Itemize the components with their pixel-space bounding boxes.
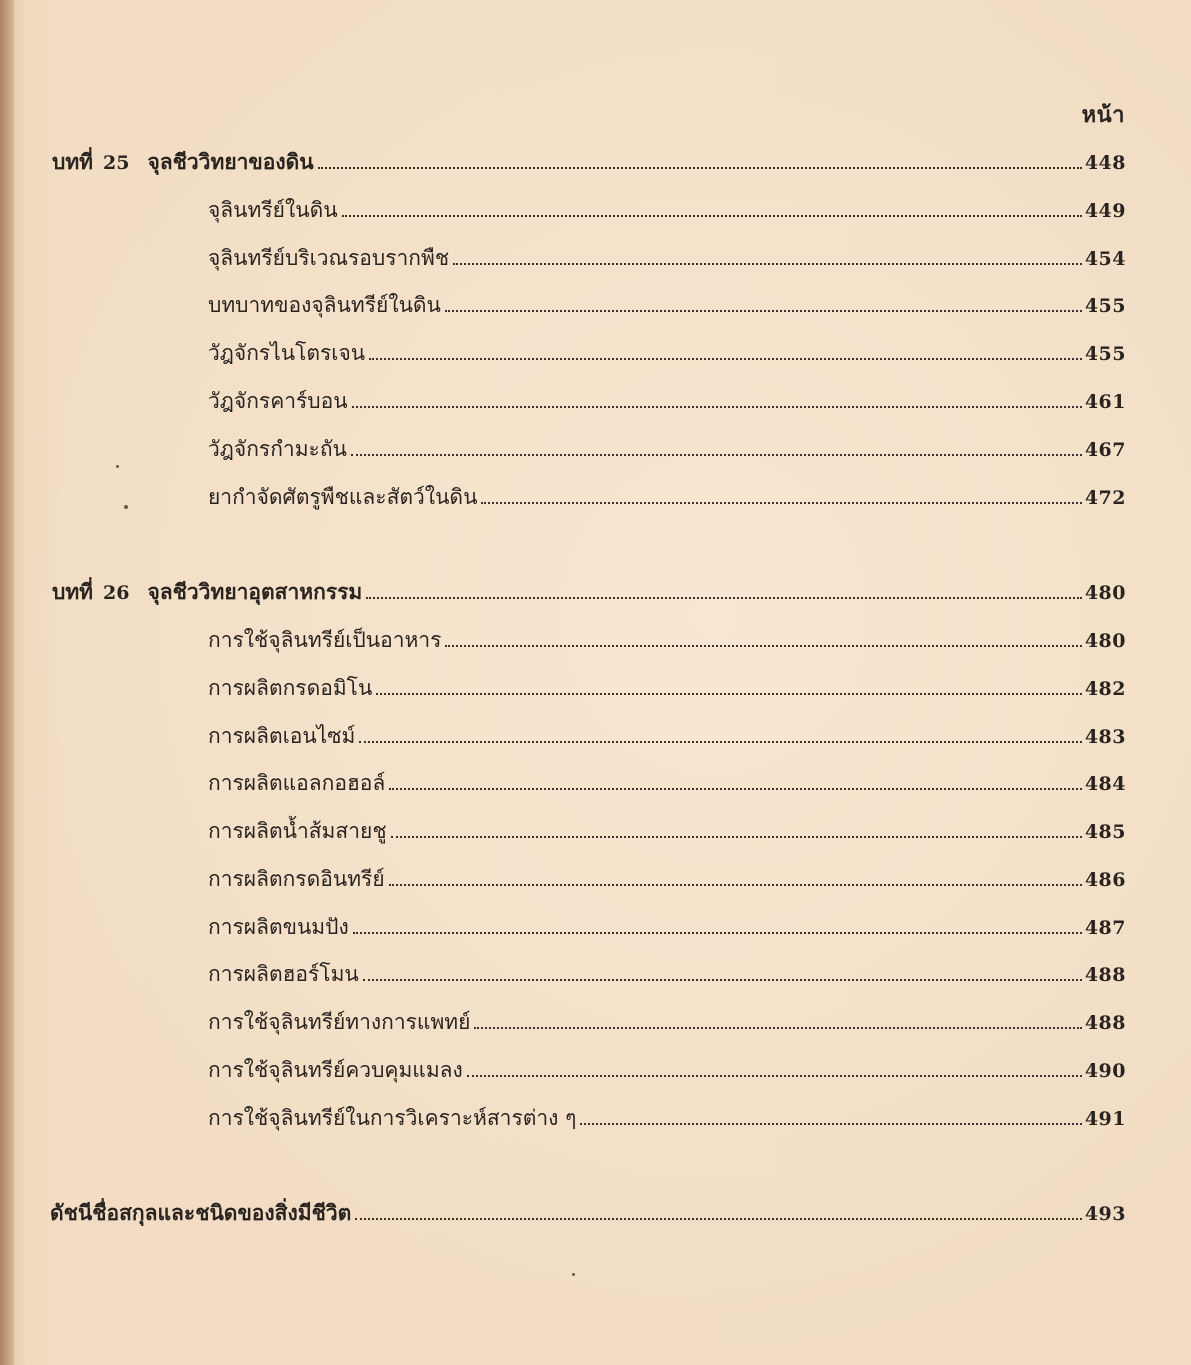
toc-entry bbox=[208, 624, 1126, 658]
entry-title: การใช้จุลินทรีย์ทางการแพทย์ bbox=[208, 1010, 471, 1034]
paper-speck bbox=[124, 505, 128, 509]
page-number: 455 bbox=[1084, 343, 1126, 365]
entry-title: การผลิตน้ำส้มสายชู bbox=[208, 819, 387, 843]
toc-entry bbox=[208, 242, 1126, 276]
dot-leader bbox=[580, 1122, 1081, 1125]
dot-leader bbox=[391, 835, 1082, 838]
page-number: 448 bbox=[1084, 152, 1126, 174]
toc-entry bbox=[208, 289, 1126, 323]
dot-leader bbox=[352, 405, 1082, 408]
entry-title: จุลินทรีย์ในดิน bbox=[208, 198, 338, 222]
book-spine-shadow bbox=[0, 0, 14, 1365]
dot-leader bbox=[445, 644, 1081, 647]
chapter-title: จุลชีววิทยาอุตสาหกรรม bbox=[147, 579, 363, 604]
dot-leader bbox=[318, 166, 1082, 169]
page-number: 491 bbox=[1084, 1108, 1126, 1130]
entry-title: การผลิตฮอร์โมน bbox=[208, 962, 359, 986]
page-number: 490 bbox=[1084, 1060, 1126, 1082]
page-number: 483 bbox=[1084, 726, 1126, 748]
page-number: 461 bbox=[1084, 391, 1126, 413]
page-number: 455 bbox=[1084, 295, 1126, 317]
toc-entry bbox=[208, 720, 1126, 754]
entry-title: การผลิตกรดอมิโน bbox=[208, 676, 373, 700]
entry-title: จุลินทรีย์บริเวณรอบรากพืช bbox=[208, 246, 450, 270]
toc-entry bbox=[208, 433, 1126, 467]
entry-title: วัฎจักรกำมะถัน bbox=[208, 437, 347, 461]
toc-entry bbox=[208, 1102, 1126, 1136]
dot-leader bbox=[481, 501, 1081, 504]
dot-leader bbox=[359, 740, 1081, 743]
dot-leader bbox=[342, 214, 1082, 217]
dot-leader bbox=[363, 978, 1082, 981]
page-number: 482 bbox=[1084, 678, 1126, 700]
toc-entry bbox=[208, 481, 1126, 515]
toc-entry bbox=[208, 815, 1126, 849]
toc-entry bbox=[208, 194, 1126, 228]
paper-speck bbox=[572, 1273, 575, 1276]
chapter-number: 25 bbox=[103, 152, 130, 174]
dot-leader bbox=[453, 262, 1082, 265]
paper-speck bbox=[116, 465, 119, 468]
page-number: 449 bbox=[1084, 200, 1126, 222]
page-number: 493 bbox=[1084, 1203, 1126, 1225]
toc-entry bbox=[208, 1006, 1126, 1040]
toc-chapter-25 bbox=[52, 146, 1126, 180]
page-number: 488 bbox=[1084, 1012, 1126, 1034]
toc-entry bbox=[208, 911, 1126, 945]
entry-title: ยากำจัดศัตรูพืชและสัตว์ในดิน bbox=[208, 485, 478, 509]
dot-leader bbox=[351, 453, 1082, 456]
toc-index-entry bbox=[50, 1197, 1126, 1231]
entry-title: การผลิตแอลกอฮอล์ bbox=[208, 771, 386, 795]
chapter-number: 26 bbox=[103, 582, 130, 604]
page-number: 480 bbox=[1084, 582, 1126, 604]
toc-entry bbox=[208, 958, 1126, 992]
page-number: 486 bbox=[1084, 869, 1126, 891]
toc-entry bbox=[208, 767, 1126, 801]
toc-chapter-26 bbox=[52, 576, 1126, 610]
dot-leader bbox=[445, 309, 1082, 312]
entry-title: การผลิตขนมปัง bbox=[208, 915, 349, 939]
chapter-prefix: บทที่ bbox=[52, 579, 94, 604]
chapter-title: จุลชีววิทยาของดิน bbox=[147, 149, 314, 174]
dot-leader bbox=[389, 787, 1082, 790]
toc-entry bbox=[208, 337, 1126, 371]
page-number: 480 bbox=[1084, 630, 1126, 652]
toc-entry bbox=[208, 863, 1126, 897]
dot-leader bbox=[389, 883, 1082, 886]
dot-leader bbox=[366, 596, 1082, 599]
entry-title: บทบาทของจุลินทรีย์ในดิน bbox=[208, 293, 441, 317]
page-number: 487 bbox=[1084, 917, 1126, 939]
dot-leader bbox=[353, 931, 1082, 934]
page-number: 484 bbox=[1084, 773, 1126, 795]
dot-leader bbox=[355, 1217, 1082, 1220]
toc-entry bbox=[208, 1054, 1126, 1088]
page-column-label: หน้า bbox=[1081, 102, 1125, 128]
entry-title: วัฎจักรไนโตรเจน bbox=[208, 341, 366, 365]
entry-title: การผลิตเอนไซม์ bbox=[208, 724, 356, 748]
entry-title: วัฎจักรคาร์บอน bbox=[208, 389, 348, 413]
page-number: 472 bbox=[1084, 487, 1126, 509]
page-number: 488 bbox=[1084, 964, 1126, 986]
index-title: ดัชนีชื่อสกุลและชนิดของสิ่งมีชีวิต bbox=[50, 1200, 352, 1225]
page-number: 485 bbox=[1084, 821, 1126, 843]
entry-title: การใช้จุลินทรีย์ในการวิเคราะห์สารต่าง ๆ bbox=[208, 1106, 577, 1130]
entry-title: การผลิตกรดอินทรีย์ bbox=[208, 867, 385, 891]
dot-leader bbox=[467, 1074, 1082, 1077]
page-number: 454 bbox=[1084, 248, 1126, 270]
chapter-prefix: บทที่ bbox=[52, 149, 94, 174]
dot-leader bbox=[376, 692, 1082, 695]
page-number: 467 bbox=[1084, 439, 1126, 461]
toc-entry bbox=[208, 385, 1126, 419]
dot-leader bbox=[369, 357, 1082, 360]
entry-title: การใช้จุลินทรีย์เป็นอาหาร bbox=[208, 628, 442, 652]
dot-leader bbox=[474, 1026, 1081, 1029]
toc-entry bbox=[208, 672, 1126, 706]
entry-title: การใช้จุลินทรีย์ควบคุมแมลง bbox=[208, 1058, 463, 1082]
